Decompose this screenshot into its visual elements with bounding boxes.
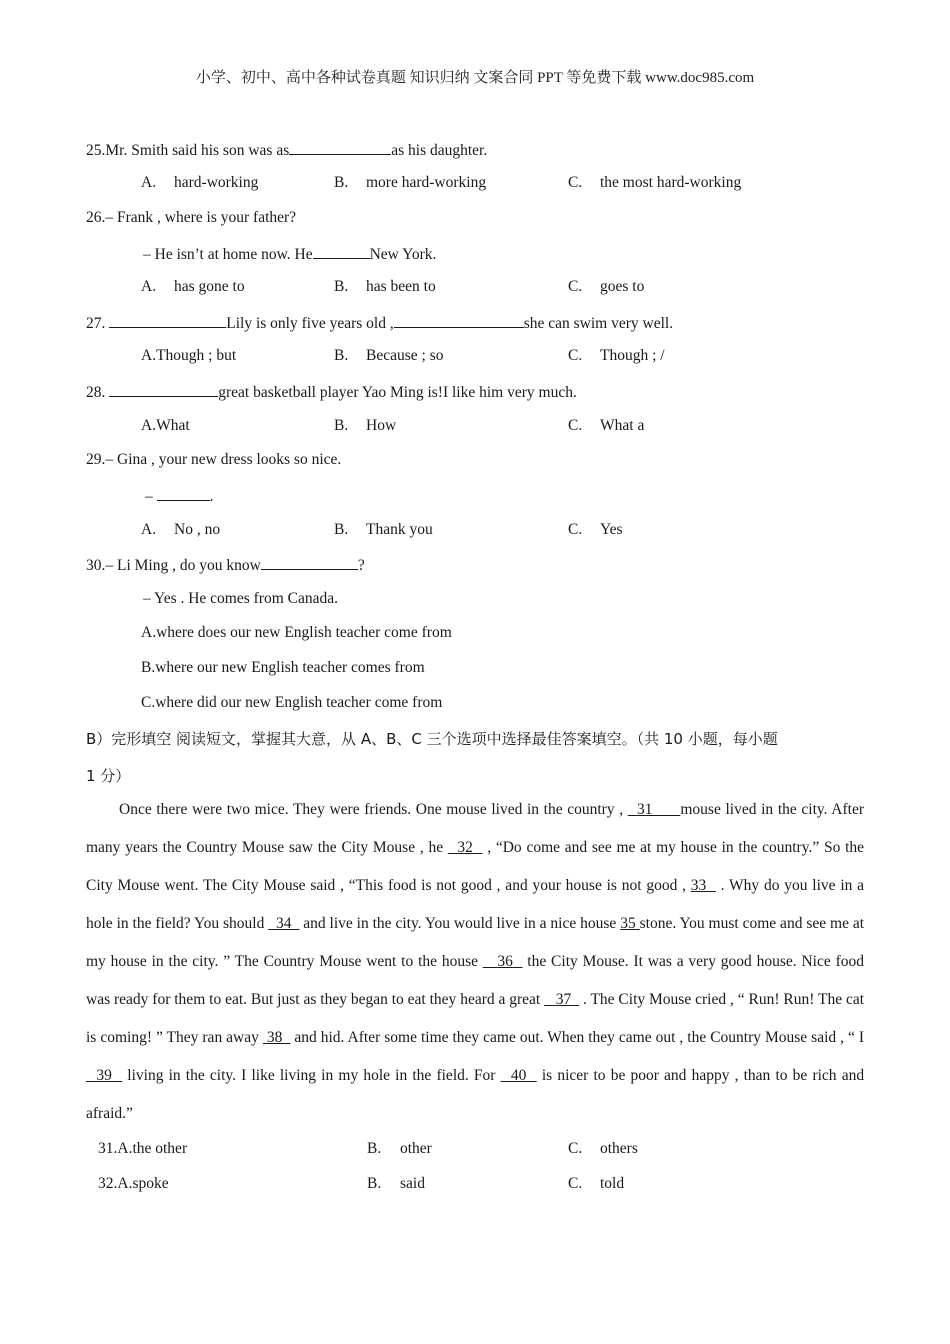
passage-text: . The City Mouse cried , “ Run! Run! The cat is coming! ” They ran away <box>86 991 865 1046</box>
q32-option-b-letter: B. <box>367 1175 382 1192</box>
question-29-reply <box>145 486 214 506</box>
q26-reply-start: – He isn’t at home now. He <box>143 246 313 263</box>
q29-reply-end: . <box>209 488 214 505</box>
passage-text: mouse lived in the city. After many years the Country Mouse saw the City Mouse , he <box>86 801 864 856</box>
q29-reply-dash: – <box>145 488 153 505</box>
q26-option-b: has been to <box>366 278 436 295</box>
blank-32 <box>448 839 483 856</box>
q31-option-a: 31.A.the other <box>98 1140 188 1157</box>
answer-blank <box>109 313 226 328</box>
q26-option-c: goes to <box>600 278 645 295</box>
q29-option-c: Yes <box>600 521 623 538</box>
q26-reply-end: New York. <box>369 246 437 263</box>
blank-number: 37 <box>555 991 572 1008</box>
q32-option-a: 32.A.spoke <box>98 1175 169 1192</box>
q32-option-c-letter: C. <box>568 1175 583 1192</box>
blank-number: 39 <box>96 1067 112 1084</box>
blank-number: 31 <box>637 801 653 818</box>
q29-option-a: No , no <box>174 521 221 538</box>
section-b-score: 1 分） <box>86 767 131 785</box>
blank-number: 35 <box>620 915 636 932</box>
q30-option-c: C.where did our new English teacher come from <box>141 694 443 711</box>
q31-option-b: other <box>400 1140 432 1157</box>
q32-option-c: told <box>600 1175 625 1192</box>
q25-stem-start: 25.Mr. Smith said his son was as <box>86 142 290 159</box>
passage-text: living in the city. I like living in my hole in the field. For <box>127 1067 496 1084</box>
answer-blank <box>261 555 358 570</box>
q25-option-b: more hard-working <box>366 174 487 191</box>
q27-stem-middle: Lily is only five years old , <box>226 315 394 332</box>
q28-stem-end: great basketball player Yao Ming is!I like him very much. <box>218 384 577 401</box>
blank-36 <box>483 953 523 970</box>
q29-option-b-letter: B. <box>334 521 349 538</box>
q31-option-c: others <box>600 1140 638 1157</box>
q27-option-b: Because ; so <box>366 347 444 364</box>
q25-option-a-letter: A. <box>141 174 157 191</box>
q25-option-c: the most hard-working <box>600 174 742 191</box>
cloze-passage <box>86 791 864 1133</box>
passage-text: , “Do come and see me at my house in the country.” So the City Mouse went. The City Mouse said , “This food is not good , and your house is not good , <box>86 839 865 894</box>
page-header: 小学、初中、高中各种试卷真题 知识归纳 文案合同 PPT 等免费下载 www.doc985.com <box>195 70 755 86</box>
blank-number: 33 <box>690 877 707 894</box>
blank-number: 36 <box>497 953 513 970</box>
answer-blank <box>289 140 391 155</box>
blank-38 <box>263 1029 290 1046</box>
q30-option-b: B.where our new English teacher comes from <box>141 659 425 676</box>
blank-39 <box>86 1067 122 1084</box>
blank-37 <box>544 991 579 1008</box>
q26-option-a-letter: A. <box>141 278 157 295</box>
q30-option-a: A.where does our new English teacher come from <box>141 624 452 641</box>
blank-number: 34 <box>276 915 292 932</box>
q28-option-c-letter: C. <box>568 417 583 434</box>
question-25-stem <box>86 140 487 160</box>
q27-option-c: Though ; / <box>600 347 665 364</box>
q31-option-c-letter: C. <box>568 1140 583 1157</box>
q28-number: 28. <box>86 384 106 401</box>
q29-option-a-letter: A. <box>141 521 157 538</box>
q27-number: 27. <box>86 315 106 332</box>
q27-option-a: A.Though ; but <box>141 347 237 364</box>
q30-stem-end: ? <box>357 557 365 574</box>
q31-option-b-letter: B. <box>367 1140 382 1157</box>
passage-text: is nicer to be poor and happy , than to be rich and afraid.” <box>86 1067 865 1122</box>
passage-text: the City Mouse. It was a very good house. Nice food was ready for them to eat. But just as they began to eat they heard a great <box>86 953 864 1008</box>
q28-option-a: A.What <box>141 417 190 434</box>
question-30-stem <box>86 555 365 575</box>
question-27-stem <box>86 313 673 333</box>
blank-34 <box>268 915 299 932</box>
q25-option-a: hard-working <box>174 174 259 191</box>
q25-option-c-letter: C. <box>568 174 583 191</box>
passage-text: Once there were two mice. They were friends. One mouse lived in the country , <box>119 801 624 818</box>
q28-option-b: How <box>366 417 397 434</box>
question-28-stem <box>86 382 577 402</box>
answer-blank <box>394 313 524 328</box>
question-30-reply: – Yes . He comes from Canada. <box>143 590 339 607</box>
q29-option-b: Thank you <box>366 521 433 538</box>
q26-option-a: has gone to <box>174 278 245 295</box>
blank-31 <box>628 801 681 818</box>
passage-text: . Why do you live in a hole in the field? You should <box>86 877 865 932</box>
blank-40 <box>501 1067 537 1084</box>
passage-text: stone. You must come and see me at my house in the city. ” The Country Mouse went to the house <box>86 915 865 970</box>
q30-stem-start: 30.– Li Ming , do you know <box>86 557 261 574</box>
question-26-reply <box>143 244 436 264</box>
q28-option-c: What a <box>600 417 645 434</box>
blank-number: 38 <box>266 1029 283 1046</box>
q27-option-b-letter: B. <box>334 347 349 364</box>
answer-blank <box>157 486 210 501</box>
answer-blank <box>313 244 370 259</box>
passage-text: and hid. After some time they came out. When they came out , the Country Mouse said , “ I <box>294 1029 865 1046</box>
passage-text: and live in the city. You would live in a nice house <box>303 915 617 932</box>
q27-stem-end: she can swim very well. <box>523 315 674 332</box>
answer-blank <box>109 382 218 397</box>
blank-35 <box>620 915 639 932</box>
question-29-stem: 29.– Gina , your new dress looks so nice. <box>86 451 342 468</box>
section-b-instructions: B）完形填空 阅读短文，掌握其大意，从 A、B、C 三个选项中选择最佳答案填空。（共 10 小题，每小题 <box>86 730 778 748</box>
q26-option-b-letter: B. <box>334 278 349 295</box>
blank-number: 32 <box>457 839 473 856</box>
question-26-stem: 26.– Frank , where is your father? <box>86 209 297 226</box>
blank-33 <box>691 877 716 894</box>
q28-option-b-letter: B. <box>334 417 349 434</box>
q26-option-c-letter: C. <box>568 278 583 295</box>
q25-stem-end: as his daughter. <box>391 142 488 159</box>
q27-option-c-letter: C. <box>568 347 583 364</box>
q32-option-b: said <box>400 1175 425 1192</box>
q25-option-b-letter: B. <box>334 174 349 191</box>
blank-number: 40 <box>510 1067 527 1084</box>
q29-option-c-letter: C. <box>568 521 583 538</box>
